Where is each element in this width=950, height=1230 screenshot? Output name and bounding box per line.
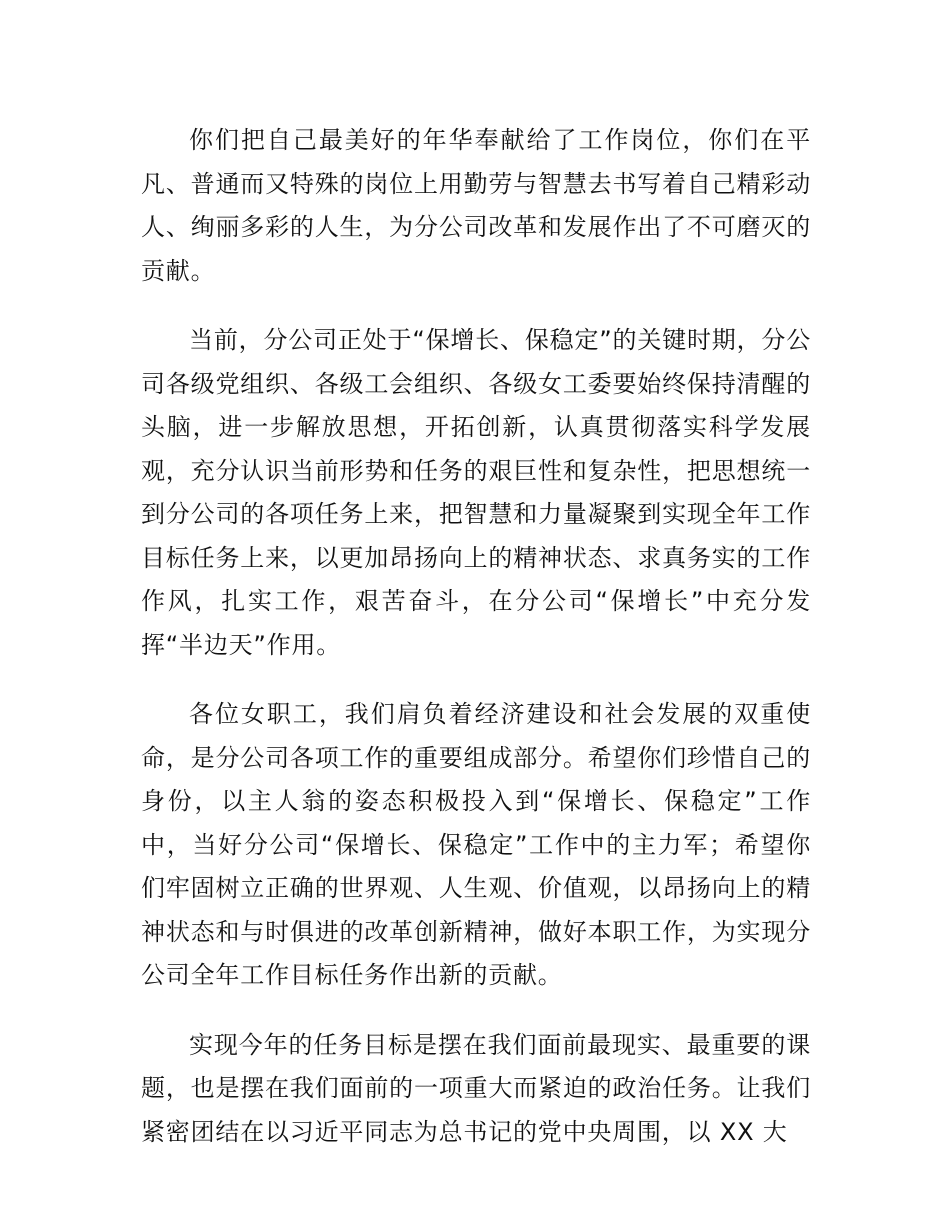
paragraph-2: 当前，分公司正处于“保增长、保稳定”的关键时期，分公司各级党组织、各级工会组织、各级女工委要始终保持清醒的头脑，进一步解放思想，开拓创新，认真贯彻落实科学发展观，充分认识当前形势和任务的艰巨性和复杂性，把思想统一到分公司的各项任务上来，把智慧和力量凝聚到实现全年工作目标任务上来，以更加昂扬向上的精神状态、求真务实的工作作风，扎实工作，艰苦奋斗，在分公司“保增长”中充分发挥“半边天”作用。	[141, 326, 811, 659]
paragraph-4: 实现今年的任务目标是摆在我们面前最现实、最重要的课题，也是摆在我们面前的一项重大而紧迫的政治任务。让我们紧密团结在以习近平同志为总书记的党中央周围，以 XX 大	[141, 1030, 811, 1146]
paragraph-1: 你们把自己最美好的年华奉献给了工作岗位，你们在平凡、普通而又特殊的岗位上用勤劳与智慧去书写着自己精彩动人、绚丽多彩的人生，为分公司改革和发展作出了不可磨灭的贡献。	[141, 126, 811, 285]
paragraph-3: 各位女职工，我们肩负着经济建设和社会发展的双重使命，是分公司各项工作的重要组成部分。希望你们珍惜自己的身份，以主人翁的姿态积极投入到“保增长、保稳定”工作中，当好分公司“保增长、保稳定”工作中的主力军；希望你们牢固树立正确的世界观、人生观、价值观，以昂扬向上的精神状态和与时俱进的改革创新精神，做好本职工作，为实现分公司全年工作目标任务作出新的贡献。	[141, 700, 811, 989]
document-body	[141, 119, 811, 1180]
